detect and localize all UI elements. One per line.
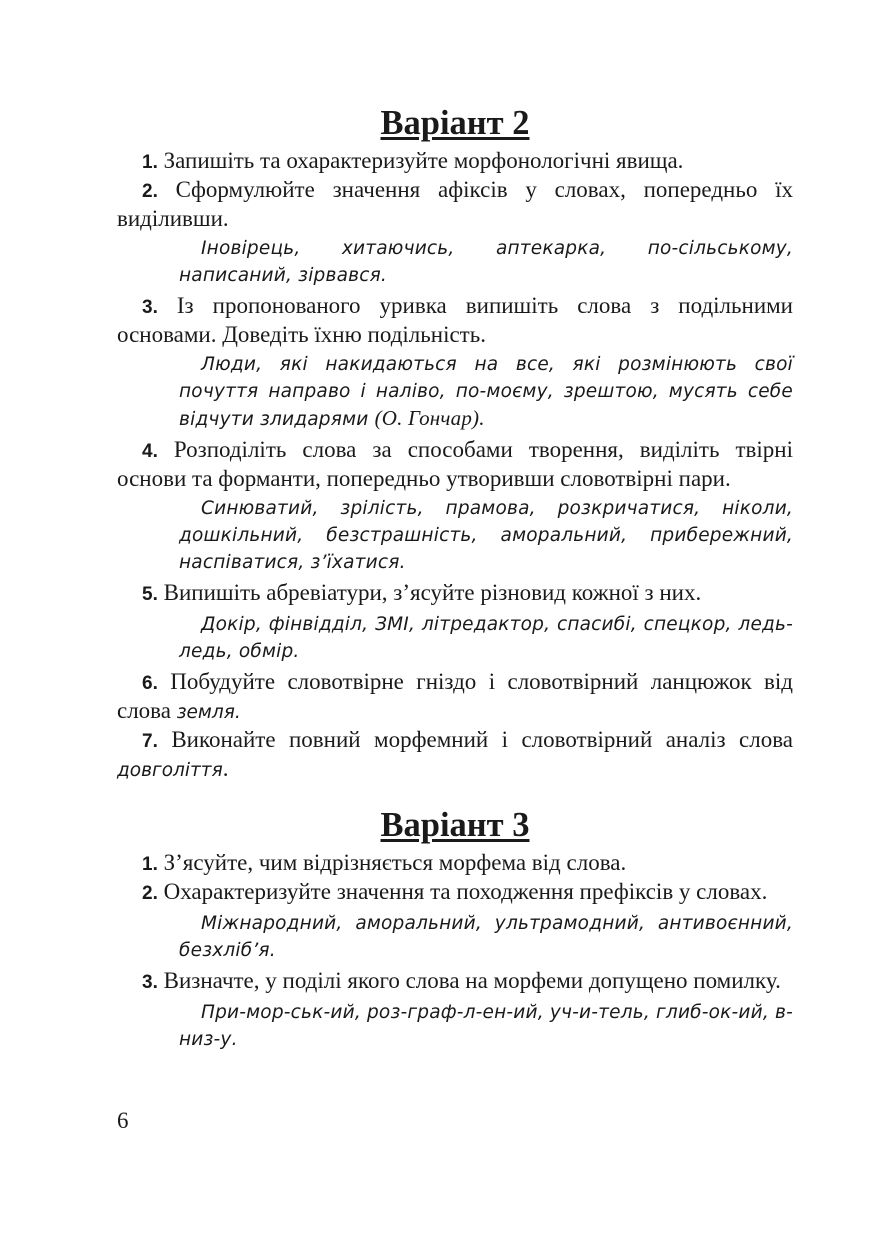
task-text: Побудуйте словотвірне гніздо і словотвірний ланцюжок від слова bbox=[117, 669, 793, 723]
task-item bbox=[117, 147, 793, 176]
task-number: 2. bbox=[142, 181, 158, 202]
task-number: 7. bbox=[142, 731, 158, 752]
task-number: 5. bbox=[142, 584, 158, 605]
task-number: 2. bbox=[142, 883, 158, 904]
page-content bbox=[117, 104, 794, 1056]
task-text: Визначте, у поділі якого слова на морфеми допущено помилку. bbox=[163, 968, 781, 993]
task-number: 1. bbox=[142, 152, 158, 173]
task-text: З’ясуйте, чим відрізняється морфема від слова. bbox=[163, 850, 627, 875]
task-number: 4. bbox=[142, 441, 158, 462]
page-number: 6 bbox=[117, 1108, 129, 1133]
task-text: Сформулюйте значення афіксів у словах, попередньо їх виділивши. bbox=[117, 177, 793, 231]
quote-text: Люди, які накидаються на все, які розмінюють свої почуття направо і наліво, по-моєму, зрештою, мусять себе відчути злидарями bbox=[179, 354, 793, 430]
task-text: Виконайте повний морфемний і словотвірний аналіз слова bbox=[171, 727, 793, 752]
task-example: Міжнародний, аморальний, ультрамодний, антивоєнний, безхліб’я. bbox=[179, 913, 793, 961]
variant-3-heading: Варіант 3 bbox=[380, 806, 530, 844]
task-item bbox=[117, 292, 793, 348]
task-example: Докір, фінвідділ, ЗМІ, літредактор, спасибі, спецкор, ледь-ледь, обмір. bbox=[179, 614, 793, 662]
task-example bbox=[179, 351, 793, 433]
task-text: Із пропонованого уривка випишіть слова з подільними основами. Доведіть їхню подільність. bbox=[117, 293, 793, 347]
variant-2-heading: Варіант 2 bbox=[380, 104, 530, 142]
task-text: Розподіліть слова за способами творення, виділіть твірні основи та форманти, попередньо утворивши словотвірні пари. bbox=[117, 437, 793, 491]
task-punct: . bbox=[222, 756, 229, 781]
task-number: 1. bbox=[142, 854, 158, 875]
task-example: Синюватий, зрілість, прамова, розкричатися, ніколи, дошкільний, безстрашність, аморальний, прибережний, наспіватися, з’їхатися. bbox=[179, 498, 793, 573]
task-item bbox=[117, 849, 793, 878]
task-number: 3. bbox=[142, 297, 158, 318]
task-example: Іновірець, хитаючись, аптекарка, по-сільському, написаний, зірвався. bbox=[179, 238, 793, 286]
task-item bbox=[117, 668, 793, 726]
task-text: Випишіть абревіатури, з’ясуйте різновид кожної з них. bbox=[163, 580, 702, 605]
task-item bbox=[117, 878, 793, 907]
task-item bbox=[117, 726, 793, 784]
task-text: Запишіть та охарактеризуйте морфонологічні явища. bbox=[163, 148, 684, 173]
task-example: При-мор-ськ-ий, роз-граф-л-ен-ий, уч-и-тель, глиб-ок-ий, в-низ-у. bbox=[179, 1002, 794, 1050]
task-number: 3. bbox=[142, 972, 158, 993]
quote-source: (О. Гончар). bbox=[374, 406, 485, 430]
task-word: земля. bbox=[176, 702, 241, 723]
task-item bbox=[117, 579, 793, 608]
task-word: довголіття bbox=[117, 760, 223, 781]
task-item bbox=[117, 967, 793, 996]
task-item bbox=[117, 176, 793, 232]
task-text: Охарактеризуйте значення та походження префіксів у словах. bbox=[163, 879, 768, 904]
task-number: 6. bbox=[142, 673, 158, 694]
task-item bbox=[117, 436, 793, 492]
